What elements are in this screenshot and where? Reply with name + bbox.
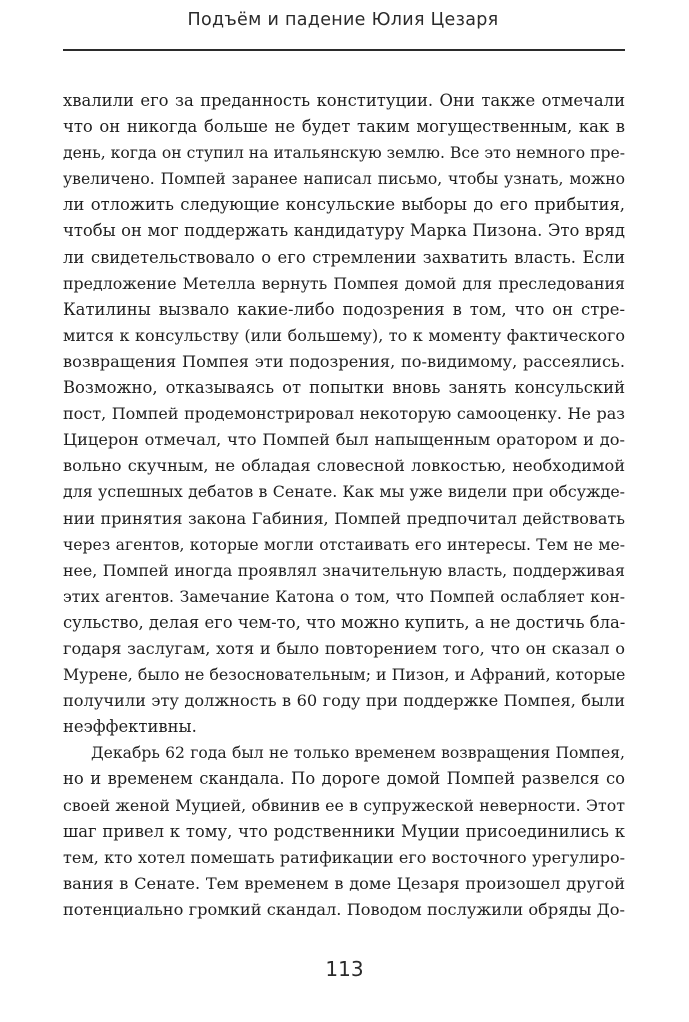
text-line: вольно скучным, не обладая словесной ловкостью, необходимой — [63, 456, 625, 476]
text-line: нее, Помпей иногда проявлял значительную власть, поддерживая — [63, 560, 625, 580]
text-line: Цицерон отмечал, что Помпей был напыщенным оратором и до- — [63, 430, 625, 450]
text-line: тем, кто хотел помешать ратификации его восточного урегулиро- — [63, 847, 625, 867]
text-line: ли отложить следующие консульские выборы до его прибытия, — [63, 195, 625, 215]
header-divider — [63, 49, 625, 51]
text-line: своей женой Муцией, обвинив ее в супружеской неверности. Этот — [63, 795, 625, 815]
text-line: чтобы он мог поддержать кандидатуру Марка Пизона. Это вряд — [63, 221, 625, 241]
text-line: день, когда он ступил на итальянскую землю. Все это немного пре- — [63, 144, 625, 163]
text-line: ли свидетельствовало о его стремлении захватить власть. Если — [63, 247, 625, 267]
text-line: предложение Метелла вернуть Помпея домой для преследования — [63, 273, 625, 293]
text-line: но и временем скандала. По дороге домой Помпей развелся со — [63, 769, 625, 789]
text-line: пост, Помпей продемонстрировал некоторую самооценку. Не раз — [63, 404, 625, 424]
text-line: сульство, делая его чем-то, что можно купить, а не достичь бла- — [63, 612, 625, 632]
text-line: через агентов, которые могли отстаивать его интересы. Тем не ме- — [63, 535, 625, 554]
body-text — [63, 88, 625, 923]
text-line: неэффективны. — [63, 717, 197, 737]
text-line: мится к консульству (или большему), то к моменту фактического — [63, 325, 625, 345]
text-line: хвалили его за преданность конституции. Они также отмечали — [63, 91, 625, 110]
text-line: Мурене, было не безосновательным; и Пизон, и Афраний, которые — [63, 665, 625, 685]
running-head-title: Подъём и падение Юлия Цезаря — [187, 10, 499, 30]
text-line: увеличено. Помпей заранее написал письмо, чтобы узнать, можно — [63, 170, 625, 189]
paragraph — [63, 88, 625, 740]
text-line: что он никогда больше не будет таким могущественным, как в — [63, 117, 625, 137]
text-line: Возможно, отказываясь от попытки вновь занять консульский — [63, 378, 625, 398]
page-number: 113 — [325, 957, 364, 981]
text-line: Катилины вызвало какие-либо подозрения в том, что он стре- — [63, 299, 625, 319]
text-line: этих агентов. Замечание Катона о том, что Помпей ослабляет кон- — [63, 587, 625, 606]
text-line: Декабрь 62 года был не только временем возвращения Помпея, — [91, 744, 625, 763]
text-line: нии принятия закона Габиния, Помпей предпочитал действовать — [63, 508, 625, 528]
text-line: годаря заслугам, хотя и было повторением того, что он сказал о — [63, 638, 625, 658]
text-line: для успешных дебатов в Сенате. Как мы уже видели при обсужде- — [63, 482, 625, 502]
text-line: потенциально громкий скандал. Поводом послужили обряды До- — [63, 899, 625, 919]
text-line: возвращения Помпея эти подозрения, по-видимому, рассеялись. — [63, 351, 625, 371]
text-line: получили эту должность в 60 году при поддержке Помпея, были — [63, 691, 625, 711]
paragraph — [63, 740, 625, 923]
text-line: вания в Сенате. Тем временем в доме Цезаря произошел другой — [63, 873, 625, 893]
text-line: шаг привел к тому, что родственники Муции присоединились к — [63, 821, 625, 841]
